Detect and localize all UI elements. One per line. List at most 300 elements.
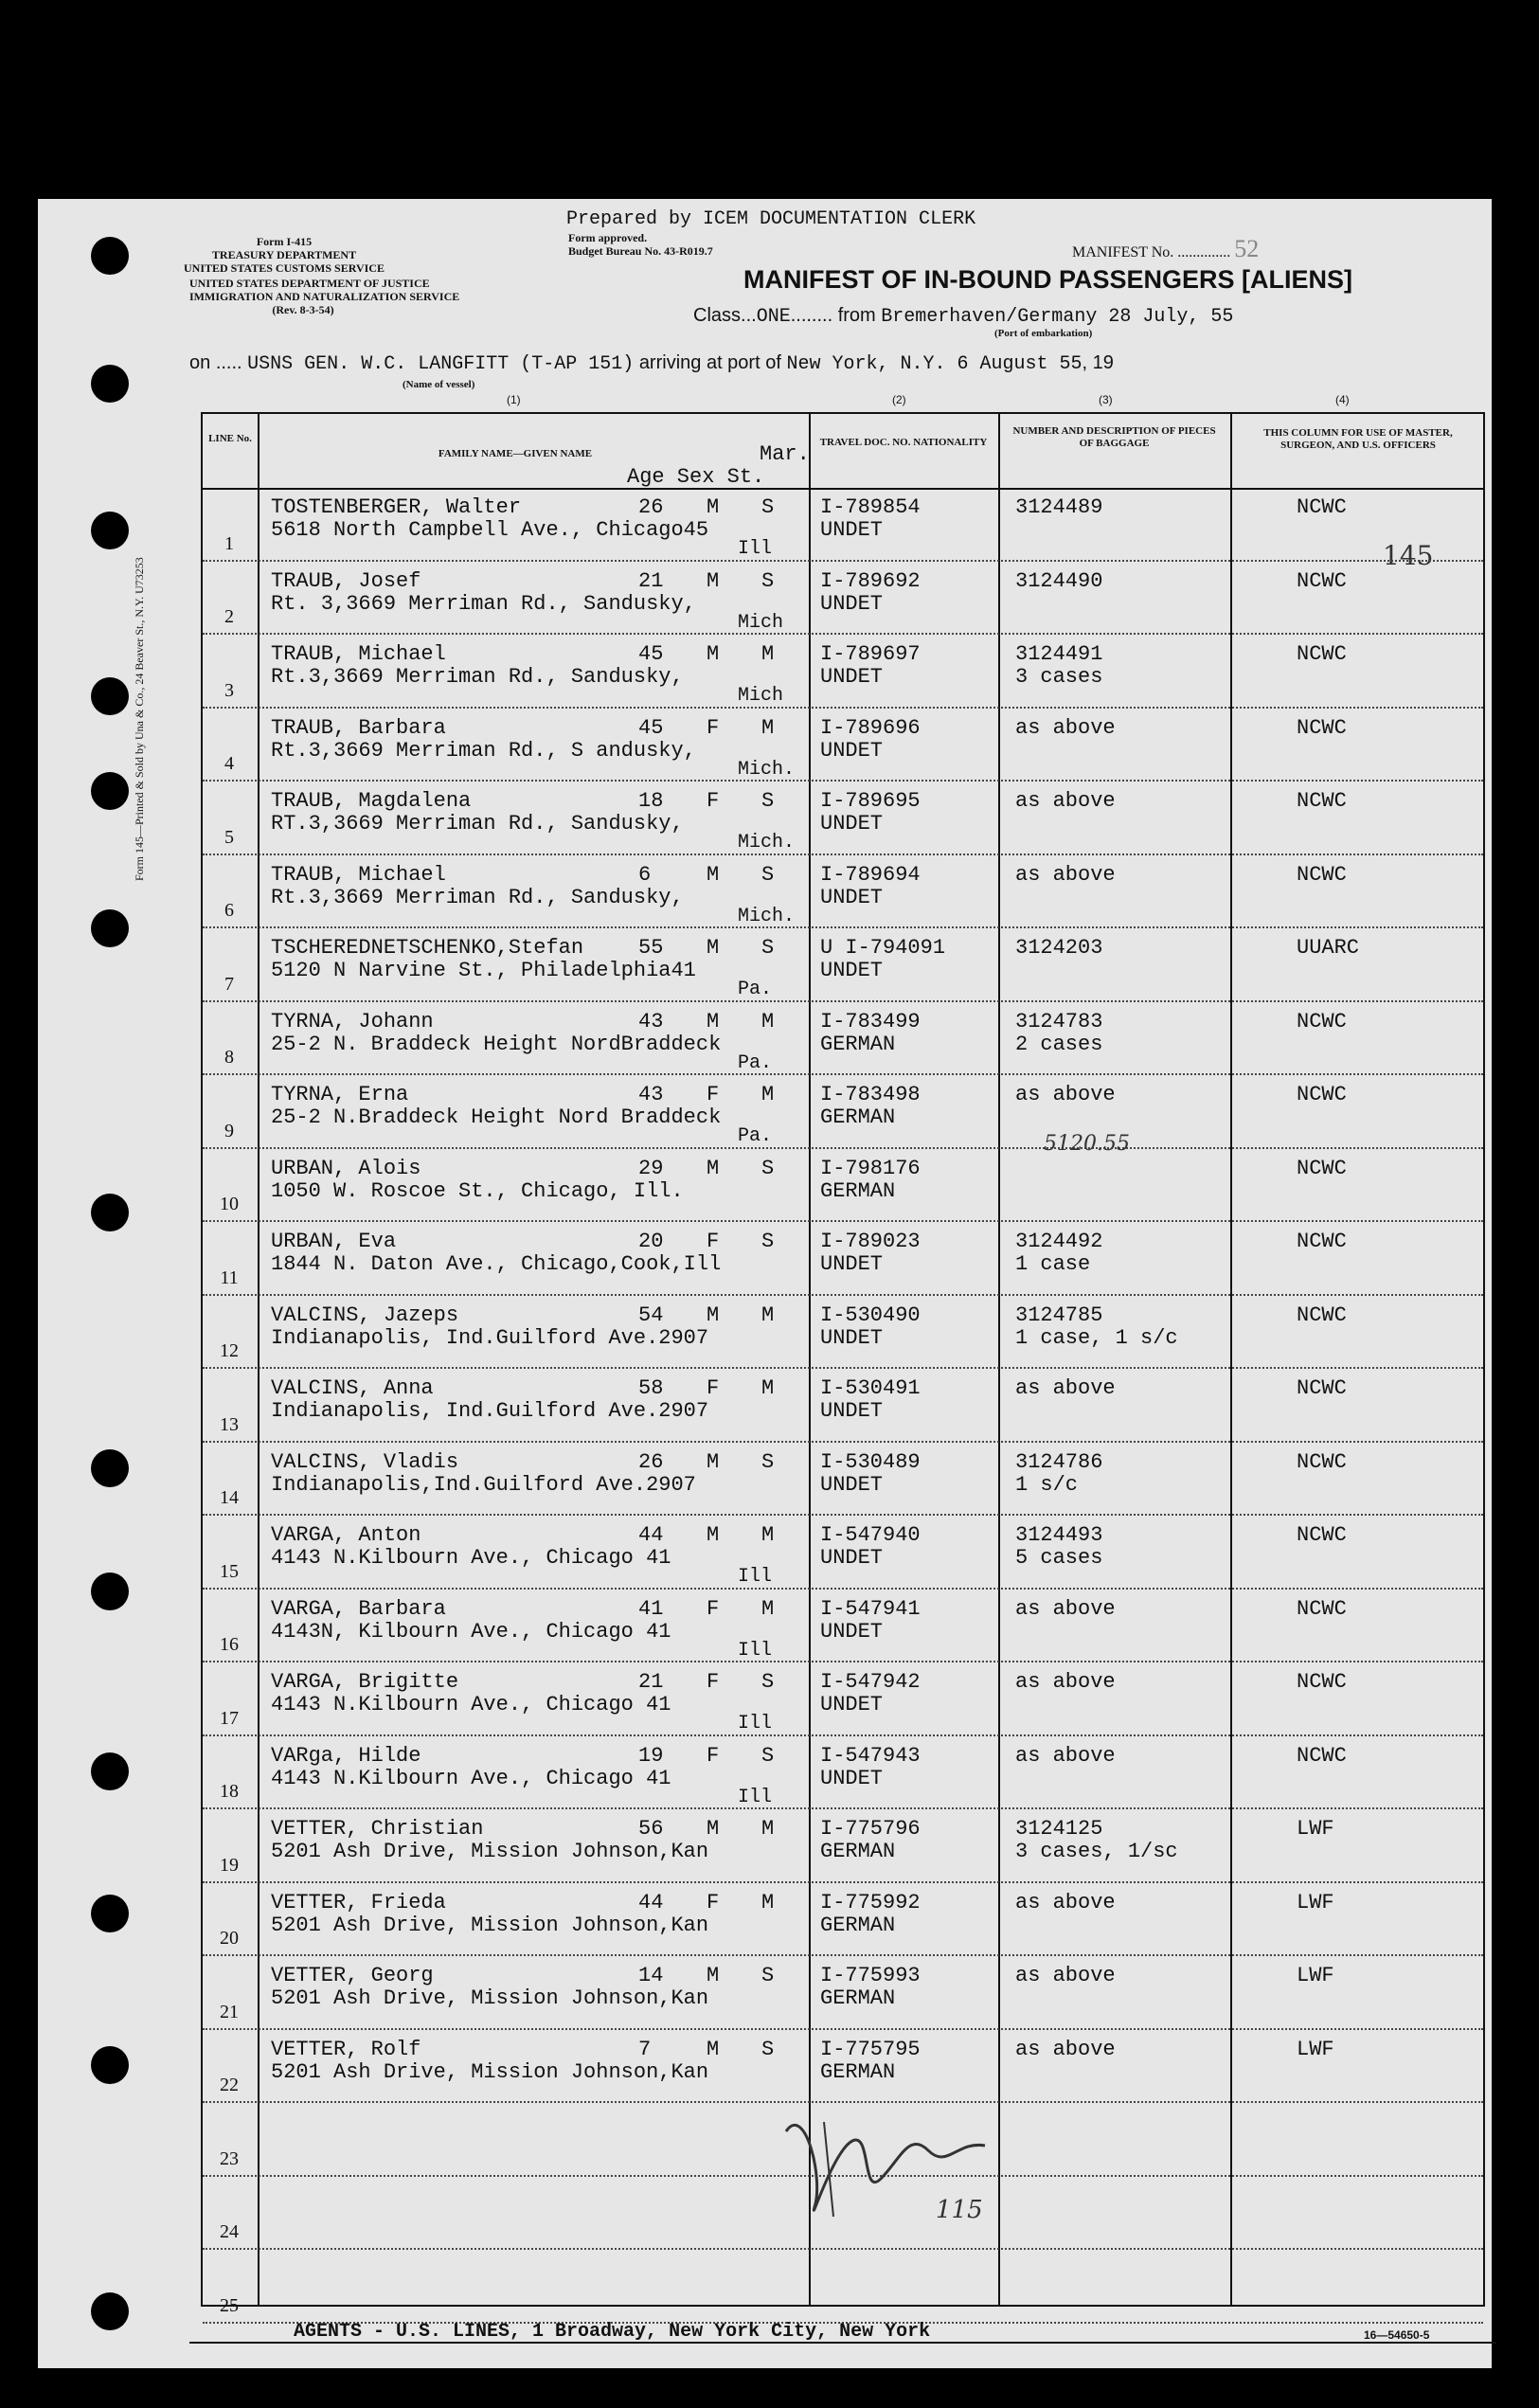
table-row — [203, 1516, 1483, 1590]
officer-code: NCWC — [1297, 1230, 1347, 1253]
nationality: GERMAN — [820, 1913, 896, 1937]
handwritten-note: 115 — [936, 2196, 983, 2224]
nationality: GERMAN — [820, 2059, 896, 2084]
passenger-name: VARga, Hilde — [271, 1743, 421, 1768]
address-state: Ill — [738, 1566, 773, 1588]
line-number: 19 — [220, 1854, 239, 1876]
passenger-name: TRAUB, Michael — [271, 642, 446, 666]
travel-doc-no: I-789697 — [820, 642, 921, 666]
passenger-age: 58 — [638, 1376, 664, 1400]
passenger-address: Rt.3,3669 Merriman Rd., Sandusky, — [271, 665, 684, 689]
table-row — [203, 1443, 1483, 1517]
baggage-detail: 5 cases — [1015, 1546, 1103, 1570]
officer-code: NCWC — [1297, 568, 1347, 593]
passenger-name: TYRNA, Johann — [271, 1009, 434, 1033]
passenger-sex: M — [707, 495, 720, 519]
table-row — [203, 1809, 1483, 1883]
officer-code: NCWC — [1297, 1376, 1347, 1400]
table-row — [203, 709, 1483, 782]
officer-code: LWF — [1297, 1817, 1334, 1841]
baggage-primary: 3124125 — [1015, 1817, 1103, 1841]
handwritten-note: 5120.55 — [1044, 1132, 1130, 1156]
passenger-sex: M — [707, 1156, 720, 1180]
baggage-primary: 3124490 — [1015, 568, 1103, 593]
passenger-sex: M — [707, 642, 720, 666]
col-sub-mar: Mar. — [760, 442, 810, 466]
nationality: UNDET — [820, 738, 884, 763]
passenger-age: 45 — [638, 642, 664, 666]
passenger-address: 4143N, Kilbourn Ave., Chicago 41 — [271, 1619, 671, 1644]
passenger-age: 43 — [638, 1009, 664, 1033]
nationality: UNDET — [820, 885, 884, 909]
passenger-sex: F — [707, 1743, 720, 1768]
revision: (Rev. 8-3-54) — [272, 303, 334, 316]
nationality: UNDET — [820, 1472, 884, 1497]
passenger-name: VALCINS, Anna — [271, 1376, 434, 1400]
nationality: GERMAN — [820, 1178, 896, 1203]
col-num-1: (1) — [507, 393, 521, 406]
on-label: on — [189, 352, 211, 373]
passenger-address: 4143 N.Kilbourn Ave., Chicago 41 — [271, 1546, 671, 1570]
class-value: ONE — [756, 306, 791, 328]
marital-status: M — [761, 642, 775, 666]
baggage-primary: 3124493 — [1015, 1523, 1103, 1547]
table-row — [203, 488, 1483, 562]
officer-code: NCWC — [1297, 862, 1347, 887]
line-number: 4 — [224, 753, 234, 774]
line-number: 18 — [220, 1781, 239, 1802]
form-approved-text: Form approved. — [568, 231, 648, 244]
passenger-name: VETTER, Frieda — [271, 1890, 446, 1914]
passenger-age: 45 — [638, 715, 664, 740]
class-line: Class...ONE........ from Bremerhaven/Germany 28 July, 55 — [693, 305, 1234, 328]
from-value: Bremerhaven/Germany 28 July, 55 — [881, 306, 1234, 328]
passenger-name: VALCINS, Jazeps — [271, 1303, 459, 1327]
marital-status: M — [761, 1303, 775, 1327]
travel-doc-no: I-798176 — [820, 1156, 921, 1180]
marital-status: S — [761, 1230, 775, 1253]
arrival-port: New York, N.Y. 6 August 55 — [786, 353, 1083, 375]
passenger-sex: M — [707, 1964, 720, 1987]
line-number: 5 — [224, 826, 234, 848]
officer-code: UUARC — [1297, 936, 1360, 960]
passenger-sex: F — [707, 715, 720, 740]
nationality: UNDET — [820, 959, 884, 982]
print-code: 16—54650-5 — [1364, 2328, 1430, 2342]
marital-status: S — [761, 1670, 775, 1694]
line-number: 21 — [220, 2001, 239, 2022]
officer-code: NCWC — [1297, 1523, 1347, 1547]
baggage-primary: as above — [1015, 2037, 1116, 2061]
col-header-family-name: FAMILY NAME—GIVEN NAME — [438, 448, 593, 459]
table-row — [203, 1296, 1483, 1370]
passenger-sex: F — [707, 1083, 720, 1106]
line-number: 22 — [220, 2075, 239, 2095]
punch-hole — [91, 237, 129, 275]
address-state: Pa. — [738, 1051, 773, 1074]
passenger-age: 20 — [638, 1230, 664, 1253]
passenger-name: VARGA, Brigitte — [271, 1670, 459, 1694]
passenger-sex: M — [707, 1449, 720, 1474]
marital-status: M — [761, 1009, 775, 1033]
passenger-sex: M — [707, 568, 720, 593]
table-row — [203, 2250, 1483, 2324]
customs-service: UNITED STATES CUSTOMS SERVICE — [184, 261, 385, 275]
line-number: 2 — [224, 606, 234, 627]
nationality: UNDET — [820, 1766, 884, 1790]
officer-code: NCWC — [1297, 1009, 1347, 1033]
passenger-address: Indianapolis, Ind.Guilford Ave.2907 — [271, 1399, 709, 1423]
corner-mark: 145 — [1383, 540, 1434, 571]
baggage-primary: 3124785 — [1015, 1303, 1103, 1327]
punch-hole — [91, 2292, 129, 2330]
passenger-name: VARGA, Barbara — [271, 1596, 446, 1621]
travel-doc-no: I-789696 — [820, 715, 921, 740]
baggage-detail: 1 s/c — [1015, 1472, 1079, 1497]
line-number: 1 — [224, 532, 234, 554]
baggage-detail: 1 case, 1 s/c — [1015, 1325, 1178, 1350]
line-number: 25 — [220, 2294, 239, 2316]
table-row — [203, 855, 1483, 929]
table-row — [203, 1075, 1483, 1149]
passenger-age: 54 — [638, 1303, 664, 1327]
justice-dept: UNITED STATES DEPARTMENT OF JUSTICE — [189, 277, 430, 290]
officer-code: NCWC — [1297, 1449, 1347, 1474]
table-row — [203, 1736, 1483, 1810]
passenger-age: 41 — [638, 1596, 664, 1621]
travel-doc-no: U I-794091 — [820, 936, 946, 960]
marital-status: M — [761, 1376, 775, 1400]
baggage-detail: 3 cases — [1015, 665, 1103, 689]
passenger-name: TYRNA, Erna — [271, 1083, 409, 1106]
marital-status: S — [761, 789, 775, 813]
line-number: 20 — [220, 1928, 239, 1949]
officer-code: NCWC — [1297, 642, 1347, 666]
form-id-block — [180, 235, 388, 275]
marital-status: S — [761, 2037, 775, 2061]
table-row — [203, 1590, 1483, 1663]
officer-code: NCWC — [1297, 1743, 1347, 1768]
passenger-name: TRAUB, Magdalena — [271, 789, 472, 813]
agents-footer: AGENTS - U.S. LINES, 1 Broadway, New York City, New York — [294, 2321, 931, 2343]
punch-hole — [91, 1449, 129, 1487]
passenger-age: 6 — [638, 862, 652, 887]
line-number: 7 — [224, 973, 234, 995]
budget-bureau: Budget Bureau No. 43-R019.7 — [568, 244, 713, 258]
punch-hole — [91, 1572, 129, 1610]
manifest-no: MANIFEST No. .............. 52 — [1072, 235, 1260, 262]
table-row — [203, 782, 1483, 855]
travel-doc-no: I-530491 — [820, 1376, 921, 1400]
officer-code: NCWC — [1297, 1156, 1347, 1180]
table-row — [203, 1369, 1483, 1443]
passenger-address: Rt. 3,3669 Merriman Rd., Sandusky, — [271, 591, 696, 616]
table-row — [203, 635, 1483, 709]
marital-status: S — [761, 1156, 775, 1180]
nationality: UNDET — [820, 1619, 884, 1644]
passenger-name: URBAN, Eva — [271, 1230, 397, 1253]
col-header-baggage: NUMBER AND DESCRIPTION OF PIECES OF BAGGAGE — [1012, 425, 1216, 449]
arriving-label: arriving at port of — [638, 352, 781, 373]
travel-doc-no: I-783498 — [820, 1083, 921, 1106]
line-number: 6 — [224, 900, 234, 921]
passenger-name: TRAUB, Michael — [271, 862, 446, 887]
marital-status: S — [761, 568, 775, 593]
vessel-line: on ..... USNS GEN. W.C. LANGFITT (T-AP 151) arriving at port of New York, N.Y. 6 August 55, 19 — [189, 352, 1114, 375]
officer-code: NCWC — [1297, 1670, 1347, 1694]
baggage-primary: as above — [1015, 1083, 1116, 1106]
travel-doc-no: I-775796 — [820, 1817, 921, 1841]
vessel-label: (Name of vessel) — [403, 379, 475, 390]
passenger-address: Rt.3,3669 Merriman Rd., S andusky, — [271, 738, 696, 763]
officer-code: NCWC — [1297, 1083, 1347, 1106]
col-header-travel-doc: TRAVEL DOC. NO. NATIONALITY — [819, 437, 988, 448]
col-num-2: (2) — [892, 393, 906, 406]
passenger-name: VETTER, Christian — [271, 1817, 484, 1841]
passenger-address: 5201 Ash Drive, Mission Johnson,Kan — [271, 1840, 709, 1863]
address-state: Mich. — [738, 832, 796, 854]
baggage-primary: 3124783 — [1015, 1009, 1103, 1033]
passenger-sex: F — [707, 789, 720, 813]
travel-doc-no: I-789854 — [820, 495, 921, 519]
line-number: 10 — [220, 1194, 239, 1214]
manifest-no-value: 52 — [1234, 235, 1260, 262]
baggage-primary: as above — [1015, 862, 1116, 887]
address-state: Mich. — [738, 905, 796, 927]
address-state: Mich — [738, 611, 784, 634]
baggage-primary: 3124492 — [1015, 1230, 1103, 1253]
year-suffix: , 19 — [1082, 352, 1114, 373]
baggage-detail: 1 case — [1015, 1252, 1091, 1276]
passenger-age: 44 — [638, 1890, 664, 1914]
travel-doc-no: I-547943 — [820, 1743, 921, 1768]
travel-doc-no: I-547942 — [820, 1670, 921, 1694]
passenger-address: 5201 Ash Drive, Mission Johnson,Kan — [271, 1913, 709, 1937]
line-number: 9 — [224, 1120, 234, 1141]
baggage-detail: 2 cases — [1015, 1032, 1103, 1056]
punch-hole — [91, 512, 129, 549]
passenger-sex: M — [707, 1523, 720, 1547]
line-number: 15 — [220, 1560, 239, 1582]
marital-status: M — [761, 1523, 775, 1547]
passenger-sex: M — [707, 1303, 720, 1327]
line-number: 23 — [220, 2147, 239, 2169]
line-number: 12 — [220, 1340, 239, 1361]
punch-hole — [91, 1194, 129, 1231]
marital-status: S — [761, 862, 775, 887]
passenger-age: 55 — [638, 936, 664, 960]
baggage-primary: as above — [1015, 1743, 1116, 1768]
port-embark-label: (Port of embarkation) — [994, 328, 1093, 339]
passenger-age: 43 — [638, 1083, 664, 1106]
form-approved — [568, 231, 713, 258]
manifest-sheet — [38, 199, 1492, 2368]
baggage-primary: as above — [1015, 1376, 1116, 1400]
baggage-primary: 3124491 — [1015, 642, 1103, 666]
marital-status: S — [761, 1743, 775, 1768]
manifest-no-label: MANIFEST No. — [1072, 244, 1174, 261]
marital-status: S — [761, 1449, 775, 1474]
nationality: GERMAN — [820, 1986, 896, 2010]
line-number: 24 — [220, 2221, 239, 2242]
address-state: Pa. — [738, 1125, 773, 1147]
passenger-address: 5201 Ash Drive, Mission Johnson,Kan — [271, 1986, 709, 2010]
passenger-sex: M — [707, 936, 720, 960]
table-row — [203, 1002, 1483, 1076]
passenger-sex: F — [707, 1670, 720, 1694]
officer-code: NCWC — [1297, 715, 1347, 740]
officer-code: LWF — [1297, 2037, 1334, 2061]
passenger-age: 44 — [638, 1523, 664, 1547]
address-state: Mich. — [738, 758, 796, 781]
nationality: GERMAN — [820, 1840, 896, 1863]
officer-code: LWF — [1297, 1964, 1334, 1987]
passenger-sex: F — [707, 1376, 720, 1400]
nationality: UNDET — [820, 518, 884, 542]
passenger-address: Indianapolis,Ind.Guilford Ave.2907 — [271, 1472, 696, 1497]
passenger-sex: M — [707, 2037, 720, 2061]
signature-scribble — [767, 2094, 1023, 2236]
table-row — [203, 2030, 1483, 2104]
form-number: Form I-415 — [256, 235, 313, 248]
line-number: 17 — [220, 1707, 239, 1729]
passenger-address: 25-2 N. Braddeck Height NordBraddeck — [271, 1032, 722, 1056]
passenger-address: RT.3,3669 Merriman Rd., Sandusky, — [271, 812, 684, 836]
passenger-name: VETTER, Rolf — [271, 2037, 421, 2061]
travel-doc-no: I-775795 — [820, 2037, 921, 2061]
nationality: GERMAN — [820, 1032, 896, 1056]
punch-hole — [91, 1895, 129, 1932]
officer-code: NCWC — [1297, 495, 1347, 519]
travel-doc-no: I-530490 — [820, 1303, 921, 1327]
class-label: Class — [693, 305, 742, 326]
from-label: from — [837, 305, 876, 326]
punch-hole — [91, 1752, 129, 1790]
marital-status: M — [761, 715, 775, 740]
officer-code: NCWC — [1297, 789, 1347, 813]
passenger-address: 1844 N. Daton Ave., Chicago,Cook,Ill — [271, 1252, 722, 1276]
punch-hole — [91, 677, 129, 715]
printer-side-text: Form 145—Printed & Sold by Una & Co., 24 Beaver St., N.Y. U73253 — [133, 557, 146, 881]
passenger-name: URBAN, Alois — [271, 1156, 421, 1180]
passenger-sex: M — [707, 862, 720, 887]
baggage-primary: 3124489 — [1015, 495, 1103, 519]
baggage-primary: 3124203 — [1015, 936, 1103, 960]
officer-code: NCWC — [1297, 1596, 1347, 1621]
passenger-sex: M — [707, 1009, 720, 1033]
nationality: UNDET — [820, 1546, 884, 1570]
passenger-sex: F — [707, 1230, 720, 1253]
table-row — [203, 1883, 1483, 1957]
table-row — [203, 1149, 1483, 1223]
line-number: 11 — [220, 1267, 239, 1288]
passenger-address: Rt.3,3669 Merriman Rd., Sandusky, — [271, 885, 684, 909]
manifest-title: MANIFEST OF IN-BOUND PASSENGERS [ALIENS] — [743, 265, 1353, 294]
vessel-name: USNS GEN. W.C. LANGFITT (T-AP 151) — [247, 353, 635, 375]
baggage-primary: as above — [1015, 1596, 1116, 1621]
nationality: UNDET — [820, 665, 884, 689]
punch-hole — [91, 2046, 129, 2084]
passenger-name: TSCHEREDNETSCHENKO,Stefan — [271, 936, 584, 960]
nationality: UNDET — [820, 1252, 884, 1276]
marital-status: M — [761, 1596, 775, 1621]
passenger-age: 29 — [638, 1156, 664, 1180]
marital-status: S — [761, 1964, 775, 1987]
col-header-officers: THIS COLUMN FOR USE OF MASTER, SURGEON, AND U.S. OFFICERS — [1263, 427, 1453, 451]
passenger-name: VETTER, Georg — [271, 1964, 434, 1987]
travel-doc-no: I-789695 — [820, 789, 921, 813]
line-number: 3 — [224, 679, 234, 701]
passenger-name: VARGA, Anton — [271, 1523, 421, 1547]
passenger-name: VALCINS, Vladis — [271, 1449, 459, 1474]
col-num-4: (4) — [1335, 393, 1350, 406]
passenger-age: 14 — [638, 1964, 664, 1987]
passenger-name: TOSTENBERGER, Walter — [271, 495, 522, 519]
address-state: Ill — [738, 538, 773, 560]
table-row — [203, 928, 1483, 1002]
marital-status: S — [761, 936, 775, 960]
travel-doc-no: I-783499 — [820, 1009, 921, 1033]
passenger-sex: M — [707, 1817, 720, 1841]
prepared-by: Prepared by ICEM DOCUMENTATION CLERK — [566, 208, 976, 230]
passenger-age: 26 — [638, 495, 664, 519]
passenger-address: 5120 N Narvine St., Philadelphia41 — [271, 959, 696, 982]
punch-hole — [91, 772, 129, 810]
nationality: UNDET — [820, 1399, 884, 1423]
baggage-primary: as above — [1015, 1890, 1116, 1914]
address-state: Ill — [738, 1713, 773, 1734]
passenger-address: 1050 W. Roscoe St., Chicago, Ill. — [271, 1178, 684, 1203]
passenger-address: 25-2 N.Braddeck Height Nord Braddeck — [271, 1105, 722, 1129]
line-number: 16 — [220, 1634, 239, 1655]
nationality: UNDET — [820, 1325, 884, 1350]
baggage-primary: as above — [1015, 715, 1116, 740]
line-number: 14 — [220, 1487, 239, 1508]
nationality: UNDET — [820, 1693, 884, 1716]
passenger-age: 7 — [638, 2037, 652, 2061]
passenger-address: 5618 North Campbell Ave., Chicago45 — [271, 518, 709, 542]
travel-doc-no: I-789023 — [820, 1230, 921, 1253]
table-row — [203, 1956, 1483, 2030]
table-row — [203, 562, 1483, 636]
passenger-age: 21 — [638, 568, 664, 593]
passenger-age: 19 — [638, 1743, 664, 1768]
nationality: UNDET — [820, 591, 884, 616]
marital-status: S — [761, 495, 775, 519]
travel-doc-no: I-775992 — [820, 1890, 921, 1914]
baggage-primary: 3124786 — [1015, 1449, 1103, 1474]
table-row — [203, 1662, 1483, 1736]
marital-status: M — [761, 1890, 775, 1914]
passenger-address: Indianapolis, Ind.Guilford Ave.2907 — [271, 1325, 709, 1350]
officer-code: NCWC — [1297, 1303, 1347, 1327]
passenger-address: 4143 N.Kilbourn Ave., Chicago 41 — [271, 1766, 671, 1790]
line-number: 8 — [224, 1047, 234, 1068]
baggage-detail: 3 cases, 1/sc — [1015, 1840, 1178, 1863]
line-number: 13 — [220, 1413, 239, 1435]
col-header-line-no: LINE No. — [208, 433, 252, 444]
passenger-name: TRAUB, Barbara — [271, 715, 446, 740]
travel-doc-no: I-547940 — [820, 1523, 921, 1547]
passenger-address: 4143 N.Kilbourn Ave., Chicago 41 — [271, 1693, 671, 1716]
address-state: Ill — [738, 1786, 773, 1808]
baggage-primary: as above — [1015, 789, 1116, 813]
passenger-name: TRAUB, Josef — [271, 568, 421, 593]
travel-doc-no: I-789694 — [820, 862, 921, 887]
passenger-table — [201, 412, 1485, 2316]
travel-doc-no: I-547941 — [820, 1596, 921, 1621]
address-state: Mich — [738, 685, 784, 707]
